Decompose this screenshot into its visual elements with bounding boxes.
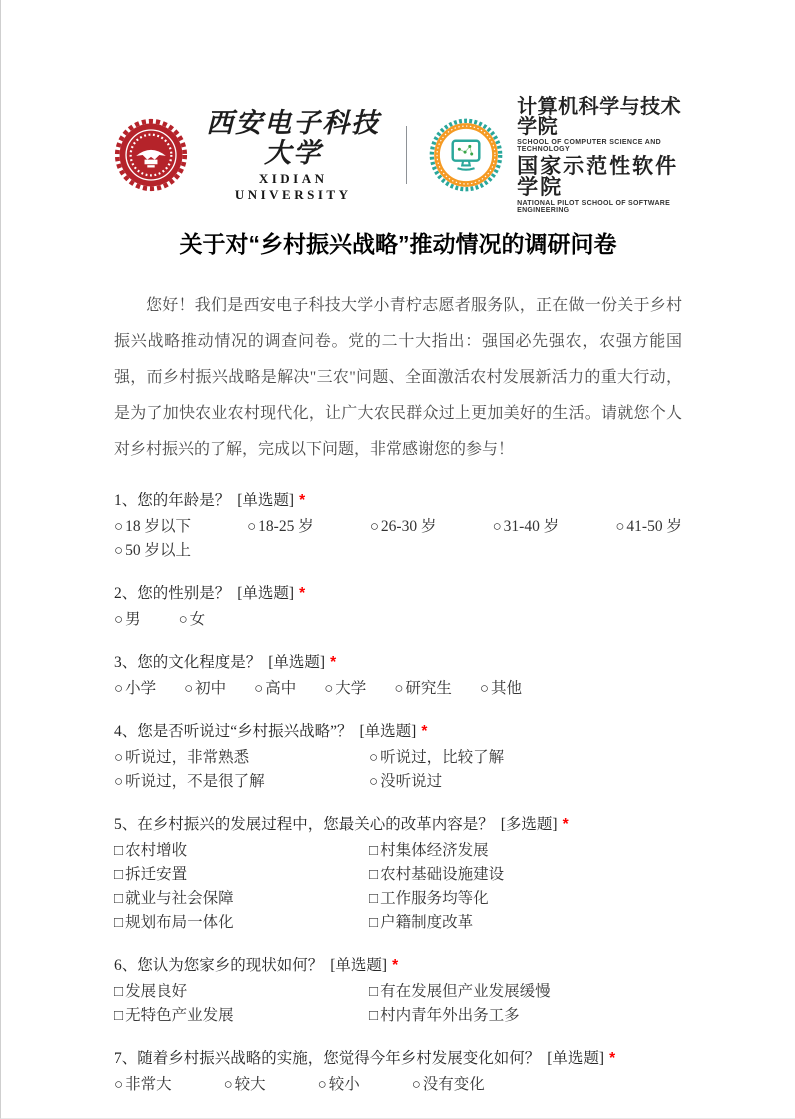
software-school-en: NATIONAL PILOT SCHOOL OF SOFTWARE ENGINEERING xyxy=(517,199,671,214)
radio-icon: ○ xyxy=(114,543,124,559)
option-row xyxy=(114,887,682,911)
radio-option[interactable] xyxy=(179,608,206,632)
radio-option[interactable] xyxy=(184,677,226,701)
radio-icon: ○ xyxy=(178,612,188,628)
required-asterisk: * xyxy=(421,723,428,740)
question-6 xyxy=(114,954,682,1028)
checkbox-icon: □ xyxy=(369,984,379,1000)
checkbox-icon: □ xyxy=(114,1008,124,1024)
radio-option[interactable] xyxy=(318,1073,360,1097)
checkbox-option[interactable] xyxy=(369,887,682,911)
option-label: 较大 xyxy=(234,1076,266,1093)
radio-icon: ○ xyxy=(479,681,489,697)
radio-icon: ○ xyxy=(247,519,257,535)
xidian-name-zh: 西安电子科技大学 xyxy=(206,107,381,168)
required-asterisk: * xyxy=(299,585,306,602)
question-type-tag: [单选题] xyxy=(237,585,295,602)
radio-icon: ○ xyxy=(369,774,379,790)
required-asterisk: * xyxy=(562,816,569,833)
radio-icon: ○ xyxy=(492,519,502,535)
radio-option[interactable] xyxy=(114,539,191,563)
checkbox-icon: □ xyxy=(369,867,379,883)
checkbox-icon: □ xyxy=(114,984,124,1000)
radio-option[interactable] xyxy=(114,1073,172,1097)
radio-option[interactable] xyxy=(615,515,682,539)
radio-option[interactable] xyxy=(480,677,522,701)
question-type-tag: [多选题] xyxy=(500,816,558,833)
question-text: 7、随着乡村振兴战略的实施，您觉得今年乡村发展变化如何？ xyxy=(114,1050,541,1067)
radio-icon: ○ xyxy=(615,519,625,535)
cs-school-name-block xyxy=(517,97,682,214)
question-text: 2、您的性别是？ xyxy=(114,585,231,602)
option-row xyxy=(114,980,682,1004)
option-label: 50 岁以上 xyxy=(125,542,191,559)
radio-option[interactable] xyxy=(114,608,141,632)
radio-icon: ○ xyxy=(223,1077,233,1093)
checkbox-icon: □ xyxy=(369,843,379,859)
cs-school-zh: 计算机科学与技术学院 xyxy=(517,95,682,138)
radio-icon: ○ xyxy=(411,1077,421,1093)
option-row xyxy=(114,1073,682,1097)
option-label: 就业与社会保障 xyxy=(125,890,234,907)
option-row xyxy=(114,539,682,563)
option-label: 高中 xyxy=(265,680,297,697)
option-row xyxy=(114,770,682,794)
question-header xyxy=(114,720,682,743)
checkbox-icon: □ xyxy=(114,843,124,859)
option-row xyxy=(114,608,682,632)
option-label: 18-25 岁 xyxy=(258,518,314,535)
option-label: 村内青年外出务工多 xyxy=(380,1007,520,1024)
questionnaire-title: 关于对“乡村振兴战略”推动情况的调研问卷 xyxy=(179,231,617,257)
question-5 xyxy=(114,813,682,935)
question-2 xyxy=(114,582,682,632)
intro-paragraph: 您好！我们是西安电子科技大学小青柠志愿者服务队，正在做一份关于乡村振兴战略推动情况的调查问卷。党的二十大指出：强国必先强农，农强方能国强，而乡村振兴战略是解决"三农"问题、全面激活农村发展新活力的重大行动，是为了加快农业农村现代化，让广大农民群众过上更加美好的生活。请就您个人对乡村振兴的了解，完成以下问题，非常感谢您的参与！ xyxy=(114,297,682,458)
radio-icon: ○ xyxy=(114,519,124,535)
option-label: 听说过，比较了解 xyxy=(380,749,505,766)
option-label: 拆迁安置 xyxy=(125,866,188,883)
checkbox-option[interactable] xyxy=(114,887,369,911)
checkbox-option[interactable] xyxy=(369,1004,682,1028)
option-label: 26-30 岁 xyxy=(380,518,437,535)
question-text: 6、您认为您家乡的现状如何？ xyxy=(114,957,324,974)
option-label: 小学 xyxy=(125,680,157,697)
option-row xyxy=(114,515,682,539)
question-text: 3、您的文化程度是？ xyxy=(114,654,262,671)
radio-option[interactable] xyxy=(493,515,560,539)
question-header xyxy=(114,651,682,674)
radio-icon: ○ xyxy=(114,612,124,628)
option-label: 无特色产业发展 xyxy=(125,1007,234,1024)
radio-option[interactable] xyxy=(254,677,296,701)
radio-option[interactable] xyxy=(114,746,369,770)
radio-option[interactable] xyxy=(224,1073,266,1097)
checkbox-option[interactable] xyxy=(114,911,369,935)
required-asterisk: * xyxy=(330,654,337,671)
question-type-tag: [单选题] xyxy=(547,1050,605,1067)
cs-school-en: SCHOOL OF COMPUTER SCIENCE AND TECHNOLOGY xyxy=(517,138,662,153)
option-label: 男 xyxy=(125,611,141,628)
radio-option[interactable] xyxy=(369,770,682,794)
question-header xyxy=(114,1047,682,1070)
option-label: 大学 xyxy=(335,680,367,697)
header xyxy=(114,95,682,214)
radio-option[interactable] xyxy=(370,515,437,539)
question-header xyxy=(114,813,682,836)
option-label: 初中 xyxy=(195,680,227,697)
radio-option[interactable] xyxy=(114,770,369,794)
option-label: 听说过，不是很了解 xyxy=(125,773,265,790)
option-row xyxy=(114,863,682,887)
option-label: 听说过，非常熟悉 xyxy=(125,749,250,766)
radio-icon: ○ xyxy=(324,681,334,697)
question-3 xyxy=(114,651,682,701)
required-asterisk: * xyxy=(299,492,306,509)
option-label: 工作服务均等化 xyxy=(380,890,489,907)
option-label: 31-40 岁 xyxy=(503,518,560,535)
checkbox-icon: □ xyxy=(114,891,124,907)
checkbox-icon: □ xyxy=(114,915,124,931)
question-type-tag: [单选题] xyxy=(330,957,388,974)
header-divider xyxy=(406,126,407,184)
option-row xyxy=(114,746,682,770)
radio-option[interactable] xyxy=(247,515,314,539)
checkbox-icon: □ xyxy=(369,1008,379,1024)
question-header xyxy=(114,489,682,512)
checkbox-option[interactable] xyxy=(369,980,682,1004)
option-label: 18 岁以下 xyxy=(125,518,191,535)
radio-icon: ○ xyxy=(369,750,379,766)
option-label: 其他 xyxy=(490,680,522,697)
question-type-tag: [单选题] xyxy=(268,654,326,671)
xidian-seal-icon xyxy=(114,118,188,192)
radio-option[interactable] xyxy=(412,1073,485,1097)
xidian-name-en: XIDIAN UNIVERSITY xyxy=(234,170,352,202)
checkbox-option[interactable] xyxy=(114,839,369,863)
question-4 xyxy=(114,720,682,794)
question-type-tag: [单选题] xyxy=(359,723,417,740)
checkbox-option[interactable] xyxy=(114,980,369,1004)
option-label: 户籍制度改革 xyxy=(380,914,474,931)
question-text: 4、您是否听说过“乡村振兴战略”？ xyxy=(114,723,353,740)
required-asterisk: * xyxy=(392,957,399,974)
option-label: 规划布局一体化 xyxy=(125,914,234,931)
option-label: 农村基础设施建设 xyxy=(380,866,505,883)
radio-icon: ○ xyxy=(184,681,194,697)
question-header xyxy=(114,954,682,977)
checkbox-option[interactable] xyxy=(369,863,682,887)
radio-icon: ○ xyxy=(114,681,124,697)
checkbox-option[interactable] xyxy=(369,911,682,935)
question-type-tag: [单选题] xyxy=(237,492,295,509)
option-label: 农村增收 xyxy=(125,842,188,859)
option-label: 研究生 xyxy=(405,680,452,697)
option-row xyxy=(114,911,682,935)
questions xyxy=(114,489,682,1097)
radio-icon: ○ xyxy=(369,519,379,535)
radio-option[interactable] xyxy=(114,515,191,539)
checkbox-option[interactable] xyxy=(114,863,369,887)
option-row xyxy=(114,839,682,863)
option-label: 较小 xyxy=(328,1076,360,1093)
checkbox-option[interactable] xyxy=(369,839,682,863)
option-label: 村集体经济发展 xyxy=(380,842,489,859)
radio-icon: ○ xyxy=(114,750,124,766)
option-label: 没听说过 xyxy=(380,773,443,790)
software-school-zh: 国家示范性软件学院 xyxy=(517,154,679,199)
radio-icon: ○ xyxy=(114,774,124,790)
checkbox-option[interactable] xyxy=(114,1004,369,1028)
software-school-emblem-icon xyxy=(428,117,504,193)
question-text: 5、在乡村振兴的发展过程中，您最关心的改革内容是？ xyxy=(114,816,494,833)
option-label: 非常大 xyxy=(125,1076,172,1093)
question-1 xyxy=(114,489,682,563)
xidian-name-block xyxy=(201,108,385,203)
option-row xyxy=(114,677,682,701)
radio-icon: ○ xyxy=(394,681,404,697)
radio-option[interactable] xyxy=(324,677,366,701)
option-label: 没有变化 xyxy=(422,1076,485,1093)
radio-icon: ○ xyxy=(114,1077,124,1093)
required-asterisk: * xyxy=(609,1050,616,1067)
radio-icon: ○ xyxy=(254,681,264,697)
question-text: 1、您的年龄是？ xyxy=(114,492,231,509)
option-label: 41-50 岁 xyxy=(626,518,682,535)
option-label: 女 xyxy=(189,611,206,628)
option-label: 发展良好 xyxy=(125,983,188,1000)
radio-option[interactable] xyxy=(394,677,452,701)
radio-option[interactable] xyxy=(114,677,156,701)
radio-option[interactable] xyxy=(369,746,682,770)
question-7 xyxy=(114,1047,682,1097)
checkbox-icon: □ xyxy=(369,915,379,931)
radio-icon: ○ xyxy=(317,1077,327,1093)
question-header xyxy=(114,582,682,605)
option-row xyxy=(114,1004,682,1028)
checkbox-icon: □ xyxy=(369,891,379,907)
checkbox-icon: □ xyxy=(114,867,124,883)
option-label: 有在发展但产业发展缓慢 xyxy=(380,983,551,1000)
